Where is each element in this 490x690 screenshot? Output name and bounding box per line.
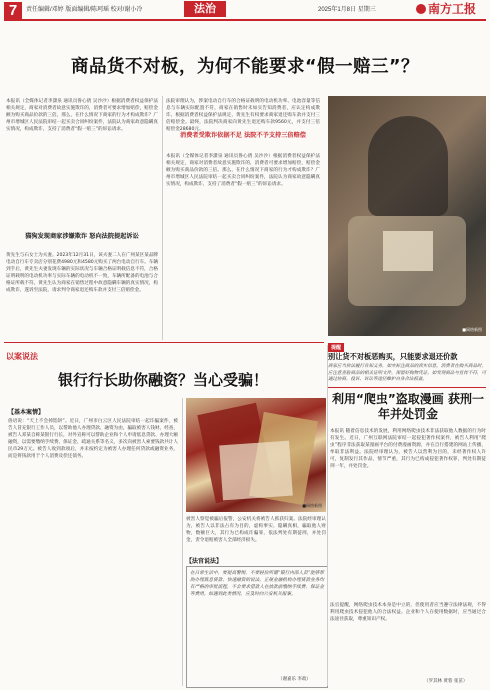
column-rule-3: [327, 345, 328, 686]
brand-logo-icon: [416, 4, 426, 14]
article1-body1: 黄先生与石女士为夫妻。2023年12月31日，该夫妻二人在广州某区某品牌电动自行车专卖店分别花费4980元和4580元购买了两台电动自行车。车辆到手后，黄先生夫妻发现车辆的实际状况与车辆合格证明载信息不符，合格证明载明的电动机功率与实际车辆的电动机不一致，车辆所配备的电池与合格证所载不符。黄先生认为商家在销售过程中故意隐瞒车辆的真实情况，构成欺诈，遂诉至法院，请求判令商家退还购车款并支付三倍赔偿金。: [6, 253, 159, 293]
editor-meta: 责任编辑/邓婷 版面编辑/陈珂瑶 校对/谢小冷: [26, 7, 143, 13]
article1-photo-credit: ■网络新图: [462, 327, 482, 332]
article2-law-label: 【法官说法】: [186, 558, 223, 565]
article2-body: 俗语说：“天上不会掉馅饼”。近日，广州市白云区人民法院审结一起诈骗案件，被告人冒充银行工作人员，以帮助他人办理贷款、融资为由，骗取被害人钱财。经查，被告人邓某自称某银行行长，对外宣称可以帮助企业和个人申请低息贷款、办理大额融资，以需要缴纳手续费、保证金、疏通关系等名义，多次向被害人索要钱款共计人民币29万元。被告人收到款项后，并未按约定为被害人办理任何贷款或融资业务，而是将钱款用于个人消费及偿还债务。: [8, 419, 178, 459]
article1-headline: 商品货不对板，为何不能要求“假一赔三”？: [70, 57, 419, 77]
column-rule-1: [162, 96, 163, 340]
article2-photo-credit: ■网络新图: [302, 503, 322, 508]
callout-label: 提醒: [328, 343, 344, 352]
law-box-border: [186, 566, 328, 688]
column-rule-2: [182, 398, 183, 686]
article3-body2: 法官提醒，网络爬虫技术本身是中立的，但使用者应当遵守法律法规，不得利用爬虫技术侵犯他人的合法权益。企业和个人在使用数据时，应当通过合法途径获取，尊重知识产权。: [330, 603, 486, 622]
page-number: 7: [4, 2, 22, 20]
article1-subhead2: 消费者受欺诈依据不足 法院不予支持三倍赔偿: [180, 132, 306, 139]
callout-body: 商家应当依法履行告知义务，如实标注商品的真实信息。消费者在购买商品时，应注意查验商品的相关证明文件，保留好购物凭证。如发现商品与宣传不符，可通过协商、投诉、诉讼等途径维护自身合法权益。: [328, 364, 486, 382]
article2-law-body: 在日常生活中，要提高警惕，不要轻信所谓“银行内部人员”能够帮助办理低息贷款、快速融资的说法。正规金融机构办理贷款业务均有严格的审批流程，不会要求借款人在放款前缴纳手续费、保证金等费用。如遇到此类情况，应及时向公安机关报案。: [190, 571, 324, 597]
article1-intro: 本报讯（全媒体记者李潇泉 通讯员鲁心倩 吴沙沙）根据消费者权益保护法相关规定，商家对消费者故意实施欺诈的，消费者可要求增加赔偿，赔偿金额为购买商品价款的三倍。那么，在什么情况下商家的行为才构成欺诈？广州市增城区人民法院审结一起买卖合同纠纷案件，法院认为商家故意隐瞒真实情况，构成欺诈，支持了消费者“假一赔三”的诉讼请求。: [6, 99, 158, 132]
article2-body-mid: 被害人察觉被骗后报警，公安机关将被告人抓获归案。法院经审理认为，被告人以非法占有为目的，虚构事实、隐瞒真相，骗取他人财物，数额巨大，其行为已构成诈骗罪，依法判处有期徒刑，并处罚金，责令退赔被害人全部经济损失。: [186, 517, 326, 543]
article2-headline: 银行行长助你融资？当心受骗！: [58, 371, 269, 389]
section-divider: [4, 342, 324, 343]
brand-name: 南方工报: [428, 2, 477, 16]
article2-photo: [186, 398, 326, 512]
issue-date: 2025年1月8日 星期三: [318, 7, 376, 13]
article3-credit: （罗其林 黄蓉 张苗）: [424, 679, 468, 684]
brand-logo: [416, 0, 476, 17]
article2-basic-label: 【基本案情】: [8, 409, 45, 416]
article1-subhead1: 猫狗发现商家涉嫌欺诈 怒向法院提起诉讼: [25, 233, 139, 240]
section-title: 法治: [184, 1, 226, 17]
callout-title: 别让货不对板恶购买，只能要求退还价款: [328, 352, 458, 361]
right-divider: [328, 387, 486, 388]
article3-body: 本报讯 随着信息技术的发展，利用网络爬虫技术非法获取他人数据的行为时有发生。近日，广州互联网法院审结一起侵犯著作权案件，被告人利用“爬虫”程序非法获取某漫画平台的付费漫画资源，并在自行搭建的网站上传播，牟取非法利益。法院经审理认为，被告人以营利为目的，未经著作权人许可，复制发行其作品，情节严重，其行为已构成侵犯著作权罪，判处有期徒刑一年，并处罚金。: [330, 429, 486, 469]
header-rule: [4, 19, 486, 21]
article2-law-credit: （谢嘉乐 李政）: [278, 677, 311, 682]
article3-headline: 利用“爬虫”盗取漫画 获刑一年并处罚金: [332, 392, 484, 421]
article2-section-label: 以案说法: [6, 352, 38, 361]
article1-body1-cont: 法院审理认为，涉案电动自行车的合格证载明的电动机功率、电池容量等信息与车辆实际配置不符，商家在销售时未如实告知消费者，应认定构成欺诈。根据消费者权益保护法规定，黄先生有权要求商家退还购车款并支付三倍赔偿金。最终，法院判决商家向黄先生退还购车款9560元，并支付三倍赔偿金28680元。: [166, 99, 320, 132]
article1-photo: [328, 96, 486, 336]
article1-body2: 本报讯（全媒体记者李潇泉 通讯员鲁心倩 吴沙沙）根据消费者权益保护法相关规定，商家对消费者故意实施欺诈的，消费者可要求增加赔偿，赔偿金额为购买商品价款的三倍。那么，在什么情况下商家的行为才构成欺诈？广州市增城区人民法院审结一起买卖合同纠纷案件，法院认为商家故意隐瞒真实情况，构成欺诈，支持了消费者“假一赔三”的诉讼请求。: [166, 154, 320, 187]
